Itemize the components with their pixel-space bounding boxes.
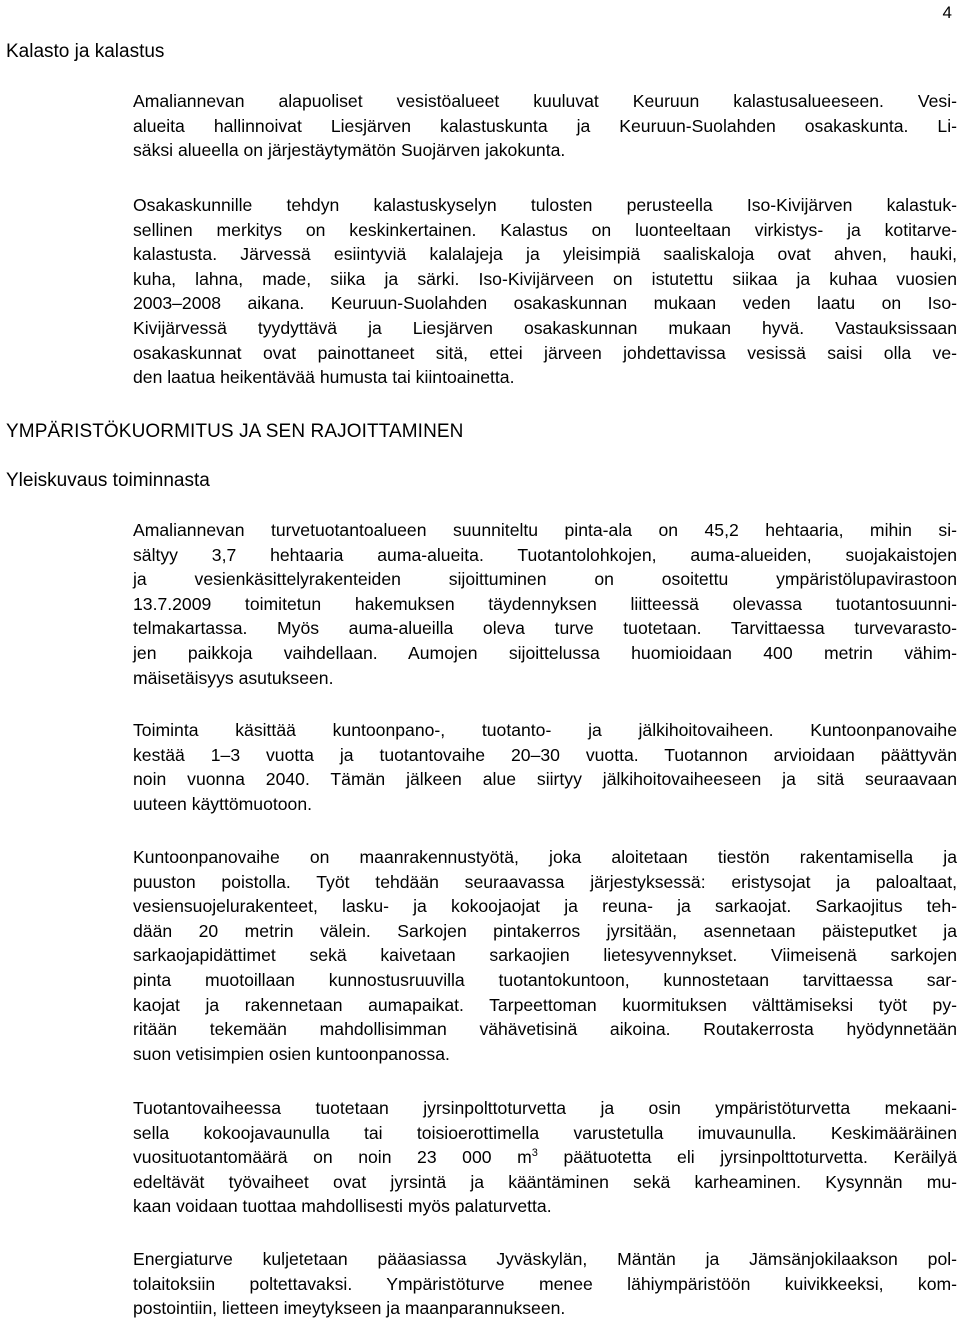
text-line: den laatua heikentävää humusta tai kiintoainetta. bbox=[133, 367, 515, 388]
text-line: jen paikkoja vaihdellaan. Aumojen sijoittelussa huomioidaan 400 metrin vähim- bbox=[133, 642, 957, 663]
page-number: 4 bbox=[942, 3, 952, 22]
paragraph-fishing-areas bbox=[133, 89, 957, 163]
text-line: kuha, lahna, made, siika ja särki. Iso-Kivijärveen on istutettu siikaa ja kuhaa vuosien bbox=[133, 268, 957, 289]
text-line: Energiaturve kuljetetaan pääasiassa Jyväskylän, Mäntän ja Jämsänjokilaakson pol- bbox=[133, 1249, 957, 1269]
superscript: 3 bbox=[531, 1147, 538, 1160]
text-line: 2003–2008 aikana. Keuruun-Suolahden osakaskunnan mukaan veden laatu on Iso- bbox=[133, 293, 957, 314]
text-line: postointiin, lietteen imeytykseen ja maanparannukseen. bbox=[133, 1298, 566, 1319]
text-line: Kivijärvessä tyydyttävä ja Liesjärven osakaskunnan mukaan hyvä. Vastauksissaan bbox=[133, 317, 957, 338]
main-heading: YMPÄRISTÖKUORMITUS JA SEN RAJOITTAMINEN bbox=[6, 421, 464, 442]
text-line: tolaitoksiin poltettavaksi. Ympäristöturve menee lähiympäristöön kuivikkeeksi, kom- bbox=[133, 1273, 957, 1294]
text-line: noin vuonna 2040. Tämän jälkeen alue siirtyy jälkihoitovaiheeseen ja sitä seuraavaan bbox=[133, 769, 957, 790]
text-line: kestää 1–3 vuotta ja tuotantovaihe 20–30 vuotta. Tuotannon arvioidaan päättyvän bbox=[133, 744, 957, 765]
text-line: pinta muotoillaan kunnostusruuvilla tuotantokuntoon, kunnostetaan tarvittaessa sar- bbox=[133, 969, 957, 990]
paragraph-production-phase bbox=[133, 1096, 957, 1219]
text-line: dään 20 metrin välein. Sarkojen pintakerros jyrsitään, asennetaan päisteputket ja bbox=[133, 920, 957, 941]
text-line: edeltävät työvaiheet ovat jyrsintä ja kääntäminen sekä karheaminen. Kysynnän mu- bbox=[133, 1171, 957, 1192]
text-line: puuston poistolla. Työt tehdään seuraavassa järjestyksessä: eristysojat ja paloaltaat, bbox=[133, 871, 957, 892]
text-line: Osakaskunnille tehdyn kalastuskyselyn tulosten perusteella Iso-Kivijärven kalastuk- bbox=[133, 195, 957, 215]
section-title: Kalasto ja kalastus bbox=[6, 41, 165, 62]
text-line: Tuotantovaiheessa tuotetaan jyrsinpolttoturvetta ja osin ympäristöturvetta mekaani- bbox=[133, 1098, 957, 1118]
text-line: telmakartassa. Myös auma-alueilla oleva turve tuotetaan. Tarvittaessa turvevarasto- bbox=[133, 618, 957, 639]
text-line bbox=[133, 1145, 957, 1170]
text-line: Toiminta käsittää kuntoonpano-, tuotanto- ja jälkihoitovaiheen. Kuntoonpanovaihe bbox=[133, 720, 957, 740]
text-fragment: päätuotetta eli jyrsinpolttoturvetta. Keräilyä bbox=[537, 1147, 958, 1168]
text-line: kaojat ja rakennetaan aumapaikat. Tarpeettoman kuormituksen välttämiseksi työt py- bbox=[133, 994, 957, 1015]
text-line: kalastusta. Järvessä esiintyviä kalalajeja ja yleisimpiä saaliskaloja ovat ahven, hauki, bbox=[133, 244, 957, 265]
paragraph-energy-peat bbox=[133, 1247, 957, 1321]
text-line: mäisetäisyys asutukseen. bbox=[133, 667, 334, 688]
text-line: kaan voidaan tuottaa mahdollisesti myös palaturvetta. bbox=[133, 1196, 552, 1217]
text-line: sarkaojapidättimet sekä kaivetaan sarkaojien lietesyvennykset. Viimeisenä sarkojen bbox=[133, 945, 957, 966]
text-line: Kuntoonpanovaihe on maanrakennustyötä, joka aloitetaan tiestön rakentamisella ja bbox=[133, 847, 957, 867]
text-line: 13.7.2009 toimitetun hakemuksen täydennyksen liitteessä olevassa tuotantosuunni- bbox=[133, 593, 957, 614]
text-line: ja vesienkäsittelyrakenteiden sijoittuminen on osoitettu ympäristölupavirastoon bbox=[133, 569, 957, 590]
sub-heading: Yleiskuvaus toiminnasta bbox=[6, 470, 210, 491]
text-line: Amaliannevan alapuoliset vesistöalueet kuuluvat Keuruun kalastusalueeseen. Vesi- bbox=[133, 91, 957, 111]
paragraph-fishing-survey bbox=[133, 193, 957, 390]
text-line: Amaliannevan turvetuotantoalueen suunniteltu pinta-ala on 45,2 hehtaaria, mihin si- bbox=[133, 520, 957, 540]
paragraph-preparation-phase bbox=[133, 845, 957, 1066]
text-line: osakaskunnat ovat painottaneet sitä, ettei järveen johdettavissa vesissä saisi olla ve- bbox=[133, 342, 957, 363]
paragraph-area-overview bbox=[133, 518, 957, 690]
paragraph-phases bbox=[133, 718, 957, 816]
text-line: ritään tekemään mahdollisimman vähävetisinä aikoina. Routakerrosta hyödynnetään bbox=[133, 1019, 957, 1040]
text-line: sältyy 3,7 hehtaaria auma-alueita. Tuotantolohkojen, auma-alueiden, suojakaistojen bbox=[133, 544, 957, 565]
text-line: vesiensuojelurakenteet, lasku- ja kokoojaojat ja reuna- ja sarkaojat. Sarkaojitus teh- bbox=[133, 896, 957, 917]
text-line: säksi alueella on järjestäytymätön Suojärven jakokunta. bbox=[133, 140, 566, 161]
text-line: sella kokoojavaunulla tai toisioerottimella varustetulla imuvaunulla. Keskimääräinen bbox=[133, 1122, 957, 1143]
text-fragment: vuosituotantomäärä on noin 23 000 m bbox=[133, 1147, 532, 1168]
text-line: alueita hallinnoivat Liesjärven kalastuskunta ja Keuruun-Suolahden osakaskunta. Li- bbox=[133, 115, 957, 136]
text-line: uuteen käyttömuotoon. bbox=[133, 793, 312, 814]
text-line: sellinen merkitys on keskinkertainen. Kalastus on luonteeltaan virkistys- ja kotitarve- bbox=[133, 219, 957, 240]
text-line: suon vetisimpien osien kuntoonpanossa. bbox=[133, 1043, 450, 1064]
